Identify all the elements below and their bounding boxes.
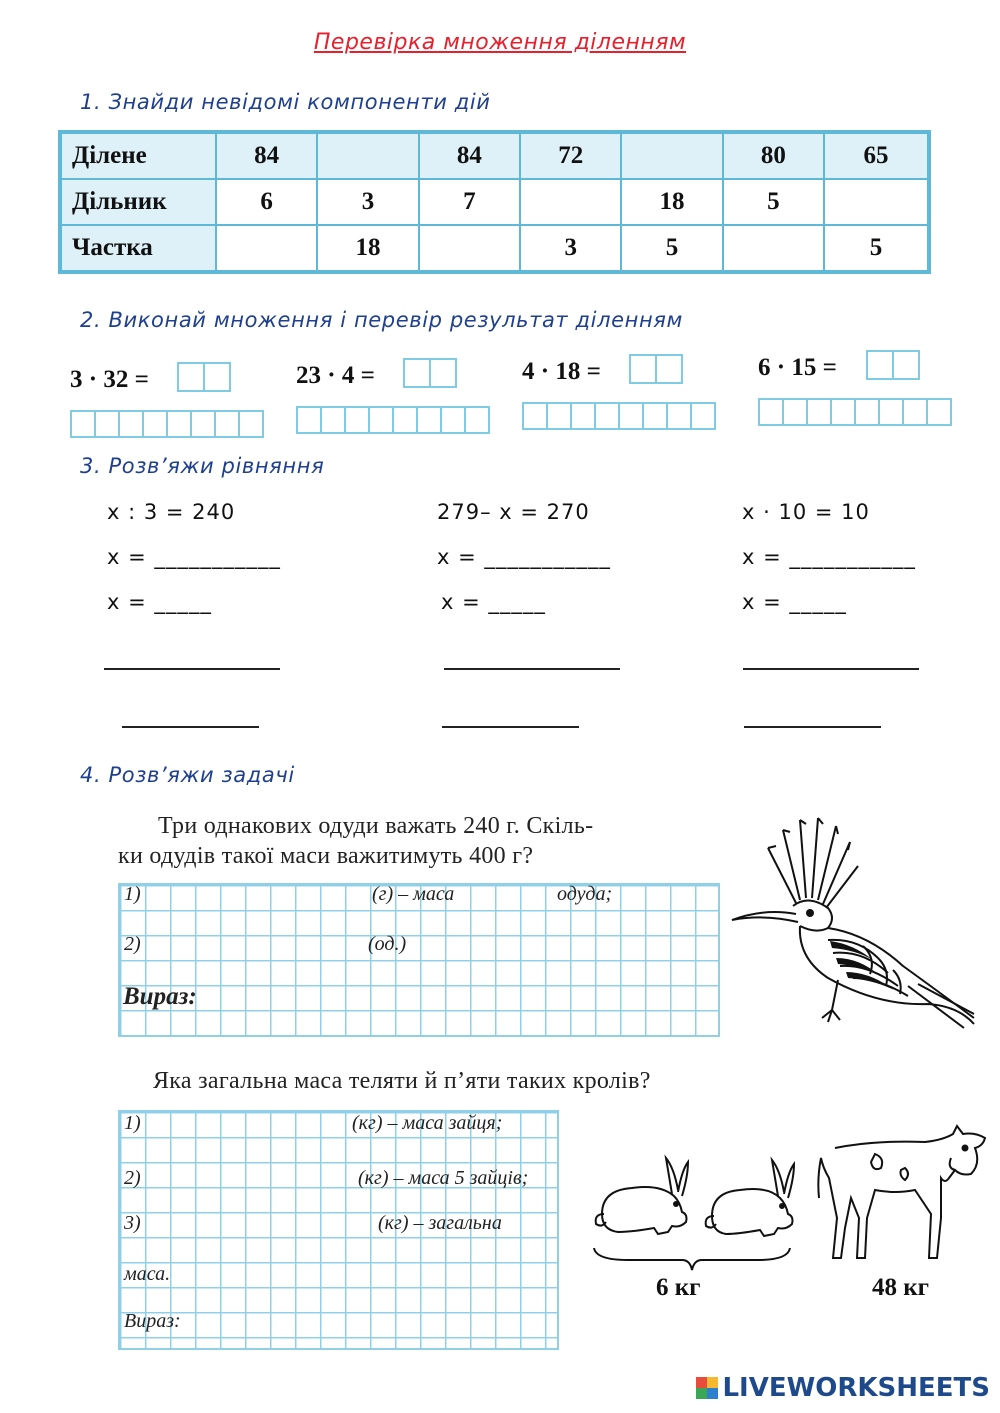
problem1-text: ки одудів такої маси важитимуть 400 г? [118, 843, 534, 869]
solution-line[interactable]: x = ___________ [107, 545, 281, 569]
check-line[interactable] [442, 726, 579, 728]
answer-boxes[interactable] [866, 350, 918, 380]
table-cell[interactable] [419, 225, 520, 272]
table-cell[interactable]: 18 [621, 179, 722, 225]
table-row [60, 225, 929, 272]
multiplication-expr: 23 · 4 = [296, 362, 375, 389]
step-unit: (од.) [368, 933, 407, 955]
table-cell[interactable] [824, 179, 929, 225]
multiplication-expr: 3 · 32 = [70, 366, 149, 393]
table-cell[interactable]: 18 [317, 225, 418, 272]
table-cell[interactable] [317, 132, 418, 179]
calf-illustration [815, 1118, 993, 1268]
logo-icon [696, 1377, 718, 1399]
solution-line[interactable]: x = _____ [441, 590, 546, 614]
step-number: 1) [124, 1112, 141, 1134]
table-cell[interactable] [723, 225, 824, 272]
task1-heading: 1. Знайди невідомі компоненти дій [80, 90, 491, 114]
multiplication-expr: 6 · 15 = [758, 354, 837, 381]
check-line[interactable] [744, 726, 881, 728]
answer-grid[interactable] [118, 883, 720, 1037]
rabbits-weight: 6 кг [656, 1274, 701, 1301]
table-cell[interactable]: 7 [419, 179, 520, 225]
equation: x : 3 = 240 [107, 500, 236, 524]
step-text: (кг) – маса 5 зайців; [358, 1167, 529, 1189]
check-line[interactable] [444, 668, 620, 670]
table-cell[interactable]: 84 [419, 132, 520, 179]
rabbits-illustration [588, 1152, 798, 1272]
step-text: (кг) – загальна [378, 1212, 502, 1234]
task3-heading: 3. Розв’яжи рівняння [80, 454, 325, 478]
check-line[interactable] [104, 668, 280, 670]
logo-text: LIVEWORKSHEETS [722, 1373, 990, 1403]
equation: x · 10 = 10 [742, 500, 870, 524]
hoopoe-bird-illustration [728, 808, 980, 1030]
step-unit: (г) – маса [372, 883, 455, 905]
expression-label: Вираз: [123, 983, 197, 1010]
calf-weight: 48 кг [872, 1274, 930, 1301]
solution-line[interactable]: x = ___________ [742, 545, 916, 569]
check-boxes[interactable] [70, 410, 262, 438]
table-cell[interactable] [520, 179, 621, 225]
table-cell[interactable]: 65 [824, 132, 929, 179]
step-number: 1) [124, 883, 141, 905]
table-cell[interactable]: 5 [621, 225, 722, 272]
check-boxes[interactable] [522, 402, 714, 430]
table-cell[interactable]: 72 [520, 132, 621, 179]
step-text: (кг) – маса зайця; [352, 1112, 503, 1134]
step-number: 2) [124, 1167, 141, 1189]
row-label: Частка [60, 225, 216, 272]
components-table [58, 130, 931, 274]
step-text: одуда; [557, 883, 613, 905]
answer-boxes[interactable] [629, 354, 681, 384]
table-row [60, 179, 929, 225]
table-cell[interactable]: 3 [520, 225, 621, 272]
solution-line[interactable]: x = ___________ [437, 545, 611, 569]
check-line[interactable] [122, 726, 259, 728]
check-line[interactable] [743, 668, 919, 670]
table-cell[interactable]: 3 [317, 179, 418, 225]
liveworksheets-logo [696, 1373, 990, 1403]
solution-line[interactable]: x = _____ [742, 590, 847, 614]
table-cell[interactable] [621, 132, 722, 179]
row-label: Дільник [60, 179, 216, 225]
multiplication-expr: 4 · 18 = [522, 358, 601, 385]
answer-boxes[interactable] [403, 358, 455, 388]
table-cell[interactable]: 6 [216, 179, 317, 225]
page-title: Перевірка множення діленням [313, 30, 687, 55]
task4-heading: 4. Розв’яжи задачі [80, 763, 295, 787]
step-number: 3) [124, 1212, 141, 1234]
table-cell[interactable]: 84 [216, 132, 317, 179]
expression-label: Вираз: [124, 1310, 181, 1332]
table-row [60, 132, 929, 179]
check-boxes[interactable] [296, 406, 488, 434]
check-boxes[interactable] [758, 398, 950, 426]
table-cell[interactable]: 80 [723, 132, 824, 179]
mass-word: маса. [124, 1263, 171, 1285]
task2-heading: 2. Виконай множення і перевір результат діленням [80, 308, 683, 332]
equation: 279– x = 270 [437, 500, 590, 524]
answer-boxes[interactable] [177, 362, 229, 392]
problem1-text: Три однакових одуди важать 240 г. Скіль- [158, 813, 594, 839]
problem2-text: Яка загальна маса теляти й п’яти таких кролів? [153, 1068, 651, 1094]
step-number: 2) [124, 933, 141, 955]
solution-line[interactable]: x = _____ [107, 590, 212, 614]
table-cell[interactable]: 5 [824, 225, 929, 272]
row-label: Ділене [60, 132, 216, 179]
table-cell[interactable]: 5 [723, 179, 824, 225]
table-cell[interactable] [216, 225, 317, 272]
